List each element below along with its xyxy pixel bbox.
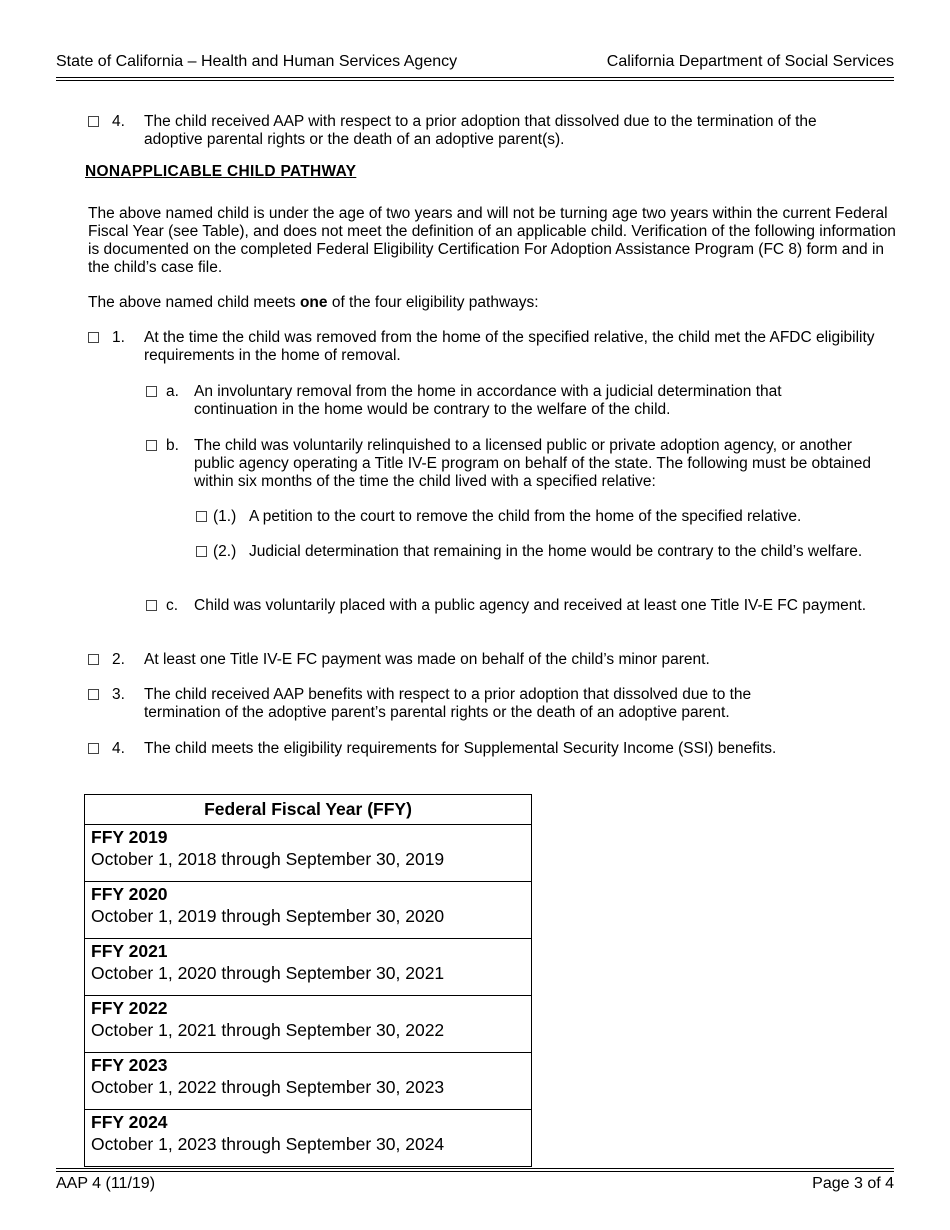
department-name: California Department of Social Services	[606, 53, 894, 70]
header-rule	[56, 77, 894, 78]
pathway-4-checkbox[interactable]	[88, 743, 99, 754]
pathway-item-4: 4. The child meets the eligibility requirements for Supplemental Security Income (SSI) benefits.	[88, 740, 888, 760]
pathway-item-1b: b. The child was voluntarily relinquished to a licensed public or private adoption agency, or another public agency operating a Title IV-E program on behalf of the state. The following must be obtained within six months of the time the child lived with a specified relative:	[146, 437, 886, 497]
prior-item-4-text: The child received AAP with respect to a prior adoption that dissolved due to the termination of the adoptive parental rights or the death of an adoptive parent(s).	[144, 113, 817, 148]
pathway-3-checkbox[interactable]	[88, 689, 99, 700]
pathway-instruction: The above named child meets one of the four eligibility pathways:	[88, 294, 539, 311]
page-footer	[56, 1175, 894, 1193]
section-intro: The above named child is under the age of two years and will not be turning age two years within the current Federal Fiscal Year (see Table), and does not meet the definition of an applicable child. Verification of the following information is documented on the completed Federal Eligibility Certification For Adoption Assistance Program (FC 8) form and in the child’s case file.	[88, 205, 896, 276]
table-row: FFY 2019 October 1, 2018 through September 30, 2019	[85, 825, 532, 882]
table-row: FFY 2020 October 1, 2019 through September 30, 2020	[85, 882, 532, 939]
form-number: AAP 4 (11/19)	[56, 1175, 156, 1192]
header-rule-double	[56, 80, 894, 81]
page-header	[56, 52, 894, 72]
pathway-1a-checkbox[interactable]	[146, 386, 157, 397]
pathway-item-1b-1: (1.) A petition to the court to remove the child from the home of the specified relative.	[196, 508, 876, 528]
pathway-item-1: 1. At the time the child was removed from the home of the specified relative, the child met the AFDC eligibility requirements in the home of removal.	[88, 329, 888, 369]
pathway-1-checkbox[interactable]	[88, 332, 99, 343]
table-row: FFY 2021 October 1, 2020 through September 30, 2021	[85, 939, 532, 996]
pathway-item-2: 2. At least one Title IV-E FC payment was made on behalf of the child’s minor parent.	[88, 651, 888, 671]
table-row: FFY 2023 October 1, 2022 through September 30, 2023	[85, 1053, 532, 1110]
agency-name: State of California – Health and Human Services Agency	[56, 53, 458, 70]
ffy-table-header: Federal Fiscal Year (FFY)	[85, 795, 532, 825]
footer-rule	[56, 1168, 894, 1169]
ffy-table	[84, 794, 532, 1167]
page-number: Page 3 of 4	[812, 1175, 894, 1192]
pathway-1c-checkbox[interactable]	[146, 600, 157, 611]
section-title: NONAPPLICABLE CHILD PATHWAY	[85, 163, 357, 180]
pathway-1b-1-checkbox[interactable]	[196, 511, 207, 522]
table-row: FFY 2022 October 1, 2021 through September 30, 2022	[85, 996, 532, 1053]
pathway-item-1b-2: (2.) Judicial determination that remaining in the home would be contrary to the child’s welfare.	[196, 543, 876, 583]
table-row: FFY 2024 October 1, 2023 through September 30, 2024	[85, 1110, 532, 1167]
prior-item-4: 4. The child received AAP with respect to a prior adoption that dissolved due to the termination of the adoptive parental rights or the death of an adoptive parent(s).	[88, 113, 878, 153]
pathway-item-1a: a. An involuntary removal from the home in accordance with a judicial determination that continuation in the home would be contrary to the welfare of the child.	[146, 383, 866, 423]
pathway-1b-checkbox[interactable]	[146, 440, 157, 451]
pathway-item-1c: c. Child was voluntarily placed with a public agency and received at least one Title IV-E FC payment.	[146, 597, 876, 637]
pathway-1b-2-checkbox[interactable]	[196, 546, 207, 557]
pathway-item-3: 3. The child received AAP benefits with respect to a prior adoption that dissolved due to the termination of the adoptive parent’s parental rights or the death of an adoptive parent.	[88, 686, 888, 726]
footer-rule-double	[56, 1171, 894, 1172]
pathway-2-checkbox[interactable]	[88, 654, 99, 665]
prior-item-4-checkbox[interactable]	[88, 116, 99, 127]
